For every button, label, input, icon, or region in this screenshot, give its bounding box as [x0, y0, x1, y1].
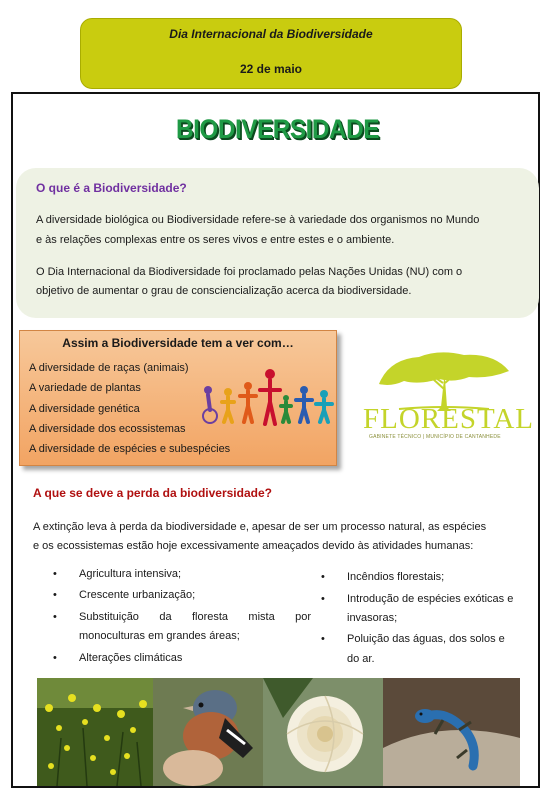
- intro-paragraph-1-line-1: A diversidade biológica ou Biodiversidade refere-se à variedade dos organismos no Mundo: [36, 214, 480, 226]
- page-title: BIODIVERSIDADE: [175, 114, 379, 144]
- aspect-item: A diversidade dos ecossistemas: [29, 423, 186, 435]
- header-banner: [80, 18, 462, 89]
- logo-subtitle: GABINETE TÉCNICO | MUNICÍPIO DE CANTANHEDE: [369, 434, 501, 440]
- loss-question: A que se deve a perda da biodiversidade?: [33, 486, 272, 500]
- cause-item: • Substituição da floresta mista por: [79, 608, 311, 627]
- aspect-item: A diversidade de espécies e subespécies: [29, 443, 231, 455]
- bullet-icon: •: [53, 652, 57, 664]
- photo-strip: [37, 678, 520, 786]
- biodiversity-aspects-box: [19, 330, 337, 466]
- logo-wordmark: FLORESTAL: [363, 403, 535, 435]
- white-camellia-photo: [263, 678, 383, 786]
- intro-paragraph-2-line-2: objetivo de aumentar o grau de consciencialização acerca da biodiversidade.: [36, 285, 412, 297]
- cause-item: • Incêndios florestais;: [347, 568, 444, 587]
- cause-item: • Crescente urbanização;: [79, 586, 195, 605]
- intro-question: O que é a Biodiversidade?: [36, 181, 187, 195]
- bullet-icon: •: [53, 568, 57, 580]
- bullet-icon: •: [53, 589, 57, 601]
- aspects-title: Assim a Biodiversidade tem a ver com…: [62, 336, 294, 350]
- cause-item-continued: do ar.: [347, 653, 375, 665]
- cause-item: • Poluição das águas, dos solos e: [347, 630, 505, 649]
- aspect-item: A diversidade genética: [29, 403, 140, 415]
- intro-paragraph-2-line-1: O Dia Internacional da Biodiversidade foi proclamado pelas Nações Unidas (NU) com o: [36, 266, 463, 278]
- banner-date: 22 de maio: [239, 62, 303, 76]
- intro-paragraph-1-line-2: e às relações complexas entre os seres vivos e entre estes e o ambiente.: [36, 234, 395, 246]
- aspect-item: A diversidade de raças (animais): [29, 362, 189, 374]
- cause-item: • Introdução de espécies exóticas e: [347, 590, 513, 609]
- bullet-icon: •: [321, 571, 325, 583]
- flowering-shrub-photo: [37, 678, 153, 786]
- content-frame: [11, 92, 540, 788]
- banner-title: Dia Internacional da Biodiversidade: [169, 27, 373, 41]
- cause-item-continued: invasoras;: [347, 612, 398, 624]
- intro-section: [16, 168, 539, 318]
- diverse-people-illustration: [198, 368, 338, 426]
- cause-item-continued: monoculturas em grandes áreas;: [79, 630, 240, 642]
- cause-item: • Alterações climáticas: [79, 649, 182, 668]
- lizard-photo: [383, 678, 520, 786]
- cause-item: • Agricultura intensiva;: [79, 565, 181, 584]
- bullet-icon: •: [321, 593, 325, 605]
- loss-paragraph-line-1: A extinção leva à perda da biodiversidade e, apesar de ser um processo natural, as espécies: [33, 521, 487, 533]
- aspect-item: A variedade de plantas: [29, 382, 141, 394]
- loss-paragraph-line-2: e os ecossistemas estão hoje excessivamente ameaçados devido às atividades humanas:: [33, 540, 474, 552]
- bullet-icon: •: [321, 633, 325, 645]
- bullet-icon: •: [53, 611, 57, 623]
- chaffinch-bird-photo: [153, 678, 263, 786]
